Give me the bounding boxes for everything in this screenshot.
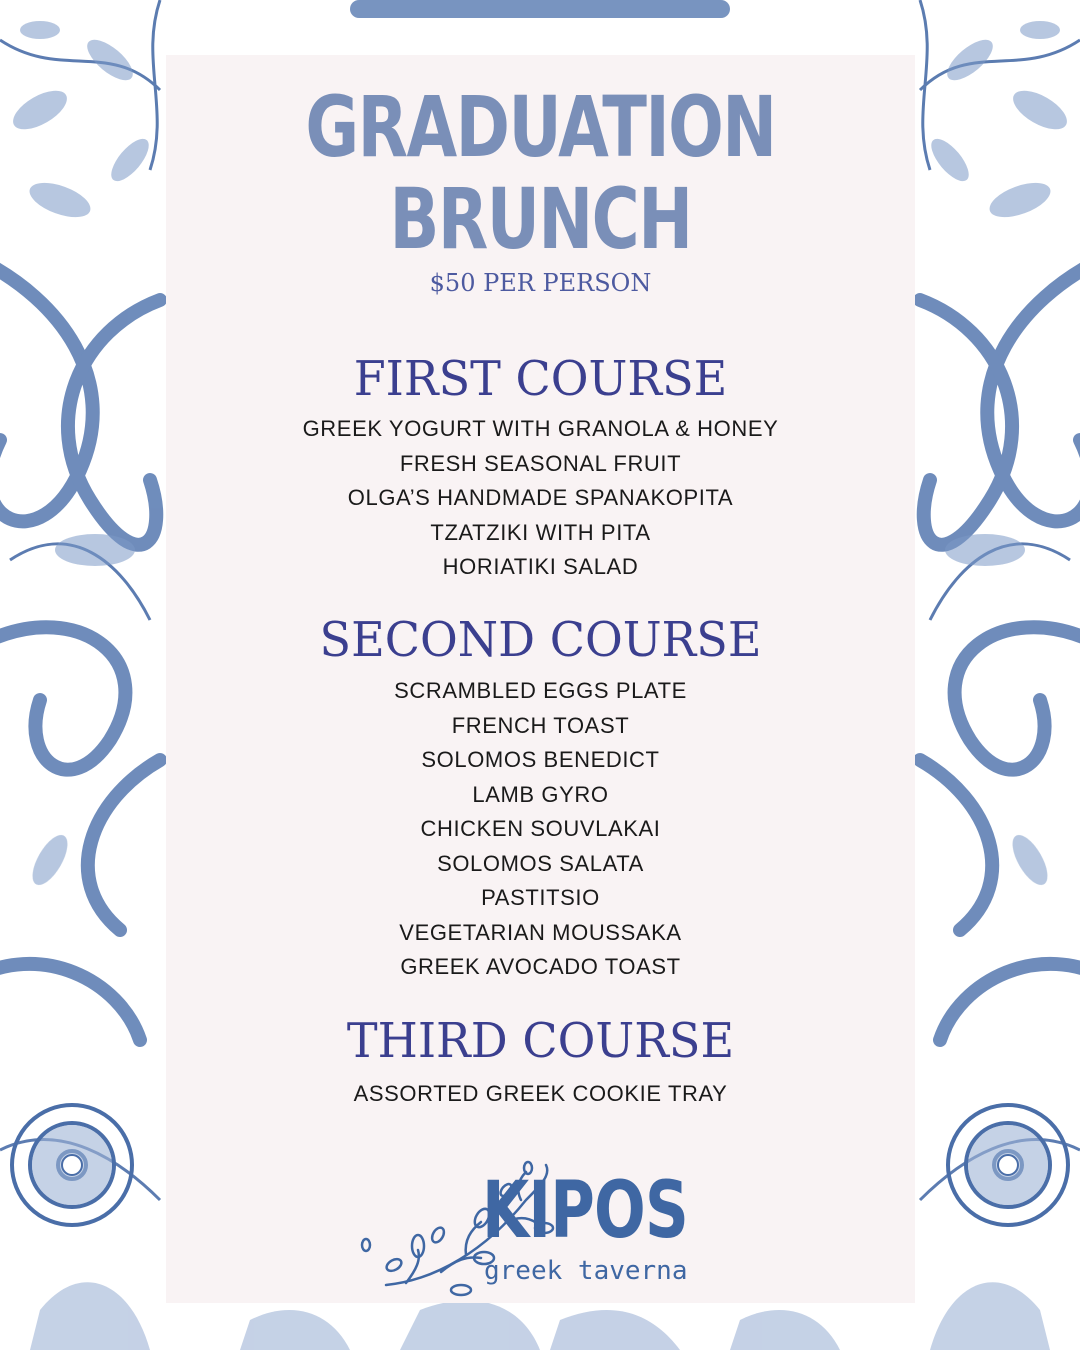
logo-tagline: greek taverna <box>484 1256 688 1286</box>
third-course-items <box>166 1077 915 1112</box>
first-course-items <box>166 412 915 585</box>
menu-title-line2: BRUNCH <box>389 170 692 268</box>
list-item: TZATZIKI WITH PITA <box>430 519 651 545</box>
second-course-title: SECOND COURSE <box>319 612 762 668</box>
list-item: ASSORTED GREEK COOKIE TRAY <box>353 1081 728 1106</box>
list-item: VEGETARIAN MOUSSAKA <box>399 919 682 945</box>
list-item: CHICKEN SOUVLAKAI <box>420 816 661 841</box>
logo-wordmark: KIPOS <box>482 1166 689 1256</box>
list-item: SOLOMOS SALATA <box>437 850 644 876</box>
list-item: SCRAMBLED EGGS PLATE <box>394 678 687 703</box>
list-item: GREEK AVOCADO TOAST <box>400 954 681 979</box>
third-course-title: THIRD COURSE <box>346 1013 735 1069</box>
list-item: SOLOMOS BENEDICT <box>421 747 660 772</box>
list-item: PASTITSIO <box>481 885 600 910</box>
list-item: FRESH SEASONAL FRUIT <box>399 450 682 476</box>
list-item: GREEK YOGURT WITH GRANOLA & HONEY <box>302 416 779 441</box>
second-course-items <box>166 674 915 985</box>
list-item: OLGA’S HANDMADE SPANAKOPITA <box>347 485 734 510</box>
menu-card <box>166 55 915 1303</box>
price-per-person: $50 PER PERSON <box>429 269 652 297</box>
list-item: FRENCH TOAST <box>451 712 630 738</box>
list-item: HORIATIKI SALAD <box>442 554 639 579</box>
first-course-title: FIRST COURSE <box>353 351 728 407</box>
menu-title-line1: GRADUATION <box>305 78 776 176</box>
list-item: LAMB GYRO <box>472 781 609 807</box>
